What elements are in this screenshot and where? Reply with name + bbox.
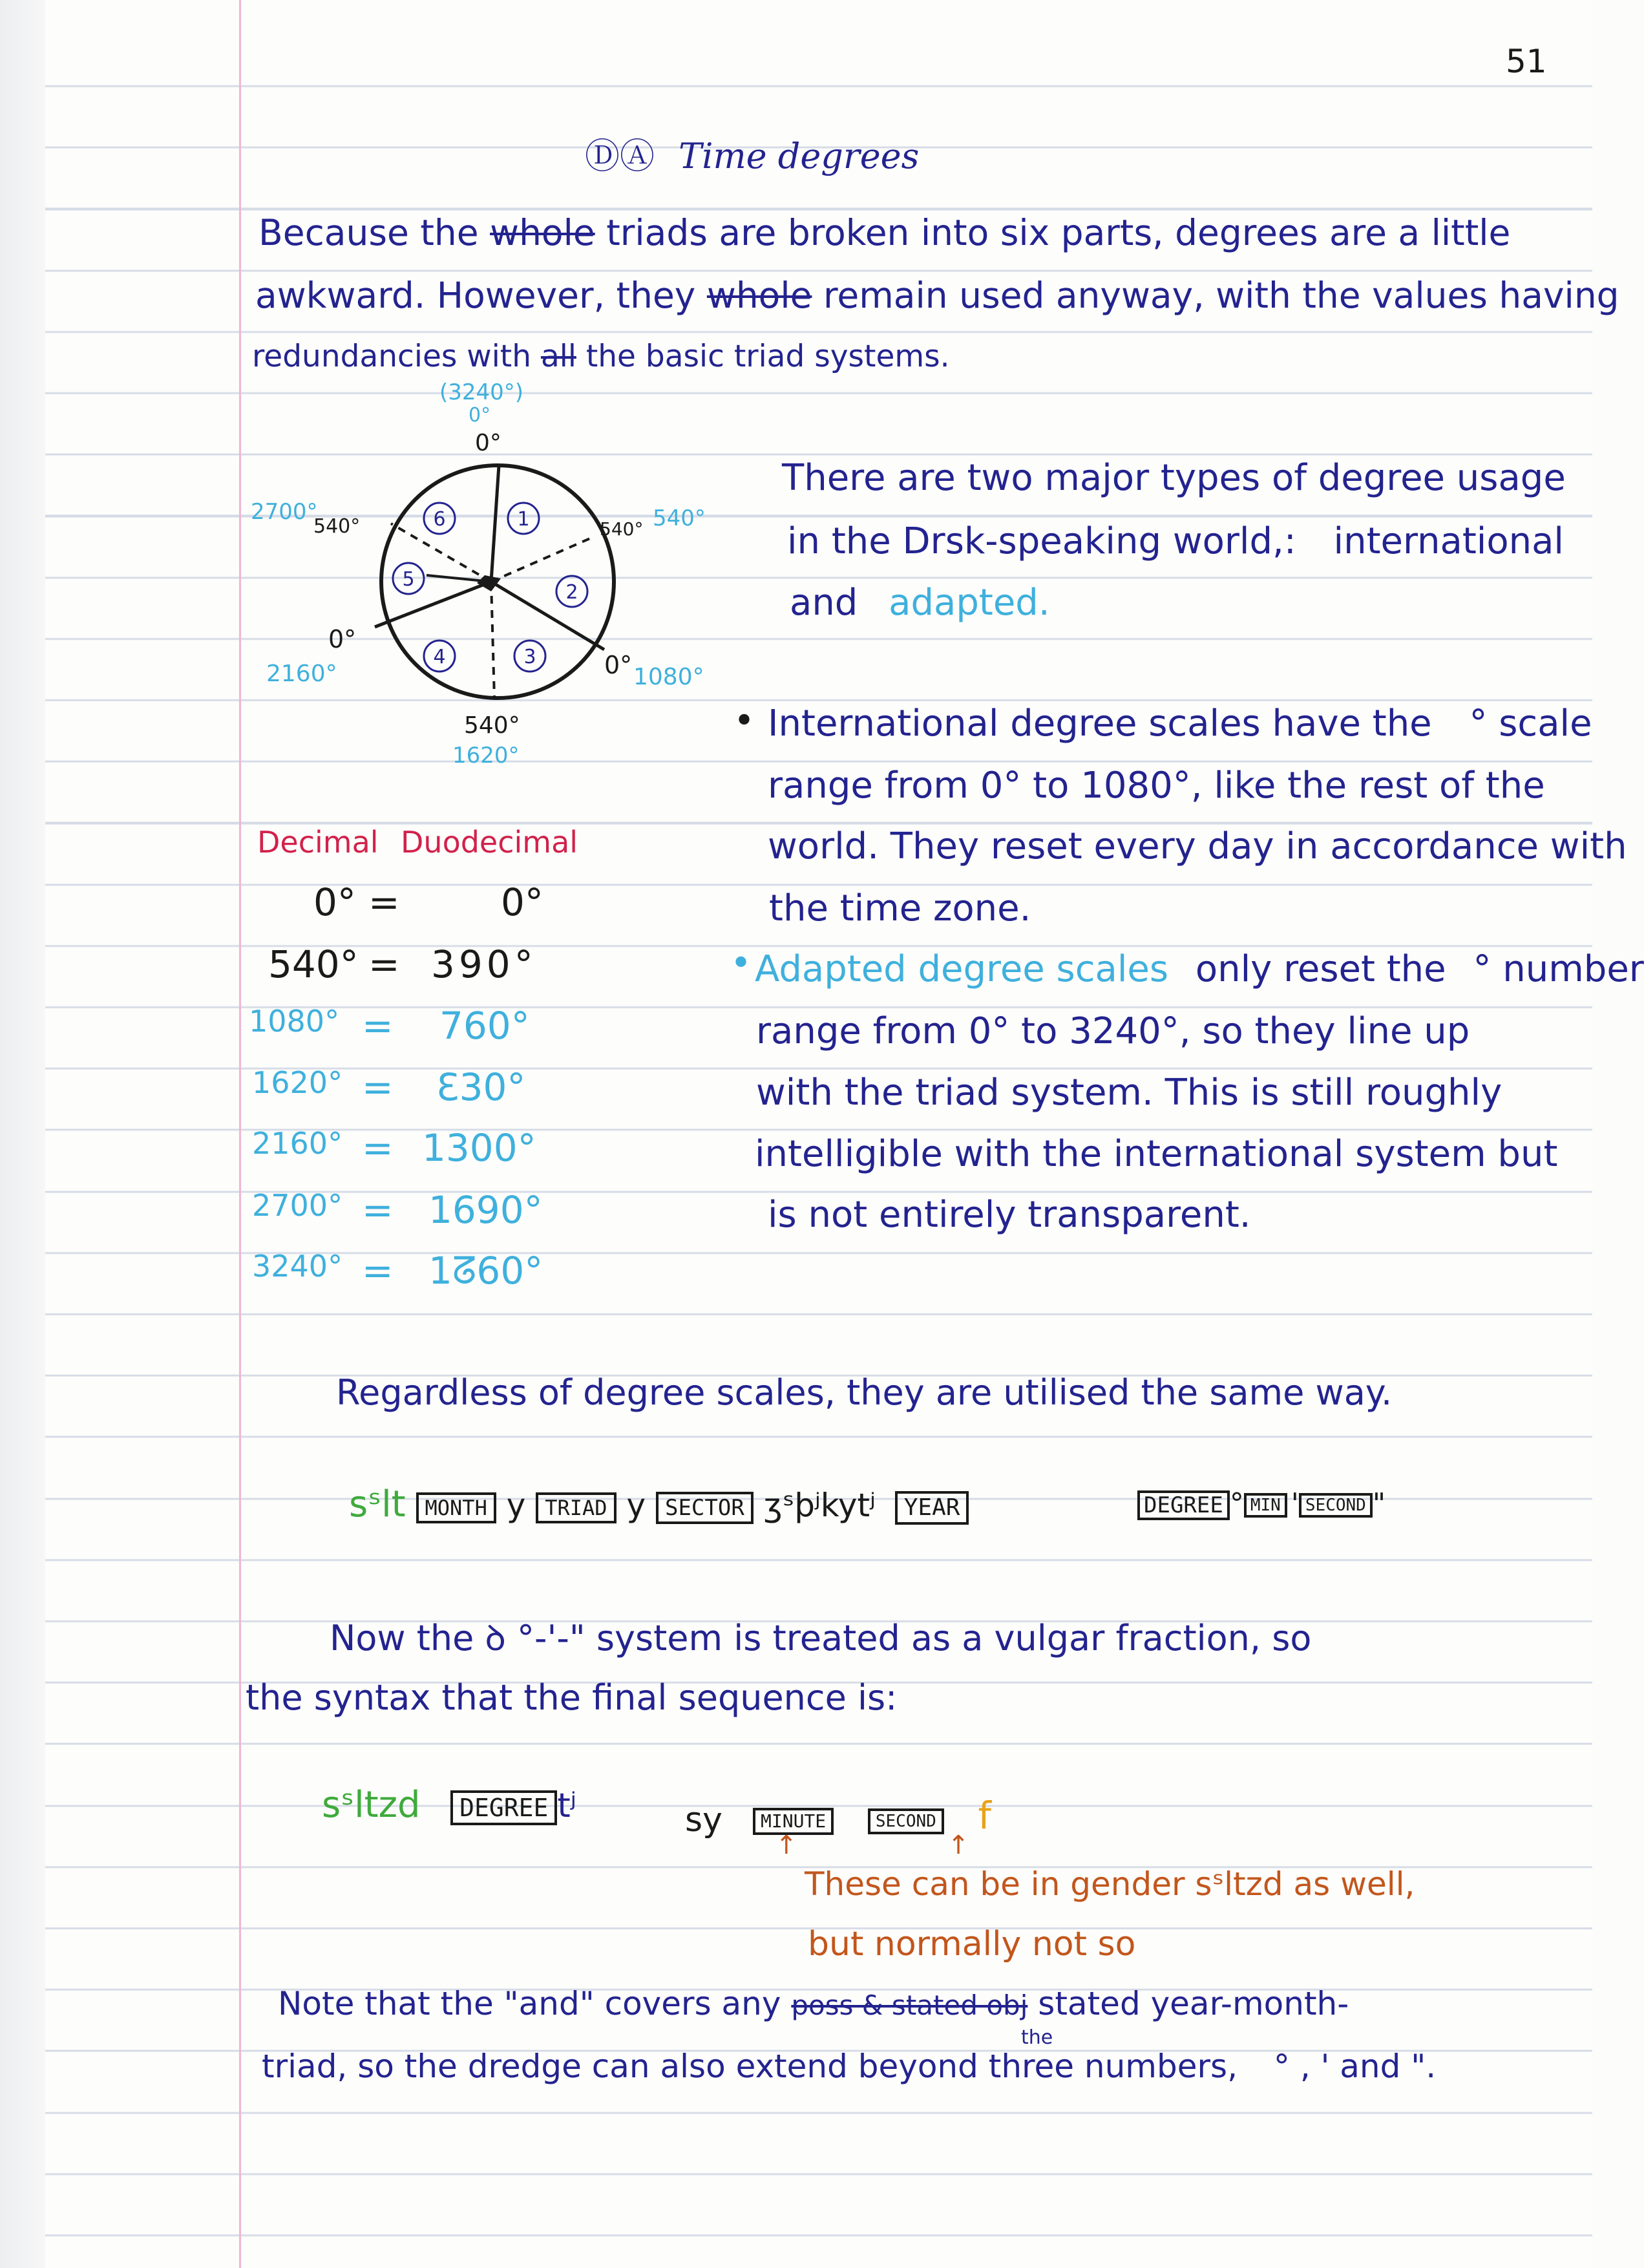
diagram-label-top-cyan-zero: 0°	[469, 404, 491, 427]
usage-text: and	[790, 582, 858, 624]
note-text: Note that the "and" covers any	[278, 1985, 781, 2022]
sector-line-dashed	[491, 536, 595, 582]
diagram-label-bottom-cyan: 1620°	[452, 743, 520, 768]
decimal-value: 1620°	[252, 1065, 343, 1100]
equals-sign: =	[362, 1126, 394, 1170]
usage-text: .	[1038, 582, 1050, 624]
duodecimal-value: 760°	[439, 1004, 530, 1048]
diagram-label-lower-left: 0°	[328, 625, 357, 653]
heading-title: Time degrees	[679, 136, 920, 176]
connector-sy: sy	[685, 1801, 722, 1839]
diagram-label-lower-right: 0°	[604, 651, 633, 679]
insertion-word: the	[1021, 2026, 1053, 2049]
regardless-line: Regardless of degree scales, they are utilised the same way.	[336, 1372, 1393, 1413]
sector-number: 4	[433, 646, 446, 668]
syntax-sequence-2	[322, 1784, 576, 1826]
international-line-3: world. They reset every day in accordance with	[768, 825, 1627, 867]
syntax-sequence-2-angles	[753, 1794, 991, 1838]
diagram-label-top-cyan: (3240°)	[439, 379, 524, 405]
syntax-sequence-1-angles	[1137, 1487, 1386, 1520]
intro-text: the basic triad systems.	[585, 339, 950, 374]
equals-sign: =	[362, 1188, 394, 1232]
duodecimal-value: 0°	[501, 880, 543, 924]
equals-sign: =	[368, 942, 400, 986]
conversion-row	[249, 1249, 585, 1300]
now-line-2: the syntax that the final sequence is:	[246, 1677, 898, 1718]
syntax-f: f	[978, 1794, 991, 1838]
adapted-line-4: intelligible with the international system but	[755, 1133, 1558, 1175]
sector-number: 2	[565, 581, 578, 604]
degree-wheel-diagram	[362, 446, 633, 717]
slot-min: MIN	[1244, 1493, 1287, 1518]
bullet-adapted: •	[730, 942, 752, 984]
decimal-value: 540°	[268, 942, 359, 986]
intro-line-1	[258, 212, 1511, 253]
sector-number: 3	[523, 646, 536, 668]
diagram-label-lower-right-cyan: 1080°	[633, 664, 704, 690]
duodecimal-value: 1300°	[422, 1126, 536, 1170]
slot-month: MONTH	[416, 1492, 496, 1523]
slot-degree: DEGREE	[450, 1790, 557, 1825]
diagram-label-lower-left-cyan: 2160°	[266, 661, 337, 687]
conversion-row	[249, 1188, 585, 1240]
diagram-label-top: 0°	[475, 430, 501, 456]
slot-sector: SECTOR	[656, 1492, 754, 1524]
slot-second: SECOND	[1299, 1493, 1373, 1518]
slot-minute: MINUTE	[753, 1808, 834, 1835]
conversion-row	[249, 1126, 585, 1178]
adapted-line-2: range from 0° to 3240°, so they line up	[756, 1010, 1470, 1052]
usage-text: in the Drsk-speaking world,:	[787, 520, 1296, 562]
header-duodecimal: Duodecimal	[401, 825, 578, 860]
note-line-2	[262, 2050, 1436, 2083]
adapted-line-5: is not entirely transparent.	[768, 1194, 1251, 1236]
diagram-label-bottom: 540°	[464, 712, 520, 739]
syntax-mid: ʒˢþʲkytʲ	[763, 1487, 876, 1524]
binder-edge	[0, 0, 45, 2268]
note-text: stated year-month-	[1038, 1985, 1349, 2022]
equals-sign: =	[362, 1004, 394, 1048]
pointer-arrows: ↑ ↑	[775, 1830, 1040, 1860]
heading-markers: ⒹⒶ	[585, 136, 655, 176]
international-line-4: the time zone.	[769, 887, 1031, 929]
now-line-1: Now the ꝺ °-'-" system is treated as a vulgar fraction, so	[330, 1618, 1312, 1659]
slot-degree: DEGREE	[1137, 1490, 1230, 1520]
intro-text: redundancies with	[252, 339, 531, 374]
header-decimal: Decimal	[257, 825, 379, 860]
conversion-row	[249, 1065, 585, 1117]
slot-triad: TRIAD	[536, 1492, 616, 1523]
note-text: triad, so the dredge can also extend beyond	[262, 2048, 978, 2085]
international-text: ° scale	[1469, 703, 1592, 745]
degree-mark: °	[1229, 1487, 1244, 1520]
adapted-text: ° number	[1473, 948, 1644, 990]
adapted-line-3: with the triad system. This is still roughly	[756, 1072, 1502, 1114]
usage-adapted-word: adapted	[889, 582, 1038, 624]
diagram-label-left: 540°	[313, 515, 361, 538]
struck-word: whole	[706, 275, 812, 316]
duodecimal-value: 1690°	[428, 1188, 543, 1232]
usage-line-1: There are two major types of degree usage	[782, 457, 1566, 499]
intro-line-2	[255, 275, 1619, 316]
intro-text: awkward. However, they	[255, 275, 696, 316]
decimal-value: 2700°	[252, 1188, 343, 1223]
intro-text: remain used anyway, with the values having	[823, 275, 1619, 316]
duodecimal-value: 1ᘔ60°	[428, 1249, 543, 1293]
slot-second: SECOND	[868, 1808, 944, 1834]
duodecimal-value: Ɛ30°	[436, 1065, 526, 1109]
international-line-2: range from 0° to 1080°, like the rest of the	[768, 765, 1545, 807]
page-number: 51	[1506, 43, 1547, 80]
diagram-label-left-cyan: 2700°	[251, 499, 318, 525]
diagram-label-right: 540°	[600, 518, 644, 540]
connector-y: y	[506, 1487, 526, 1524]
decimal-value: 3240°	[252, 1249, 343, 1284]
struck-words: poss & stated obj	[791, 1989, 1028, 2021]
struck-word: whole	[490, 212, 595, 253]
duodecimal-value: 390°	[431, 942, 537, 986]
equals-sign: =	[362, 1249, 394, 1293]
page-heading	[585, 136, 920, 176]
margin-line	[239, 0, 241, 2268]
sector-line-dashed	[491, 582, 494, 698]
struck-word: all	[540, 339, 576, 374]
intro-text: Because the	[258, 212, 479, 253]
sector-number: 6	[433, 508, 446, 531]
adapted-line-1	[755, 948, 1644, 990]
diagram-label-right-cyan: 540°	[653, 505, 706, 531]
conversion-row	[249, 1004, 585, 1055]
adapted-text: only reset the	[1195, 948, 1446, 990]
second-mark: "	[1372, 1487, 1386, 1520]
adapted-text: Adapted degree scales	[755, 948, 1169, 990]
international-text: International degree scales have the	[768, 703, 1432, 745]
syntax-prefix: sˢltzd	[322, 1784, 421, 1826]
equals-sign: =	[368, 880, 400, 924]
sector-line	[375, 582, 491, 627]
syntax-prefix: sˢlt	[349, 1483, 406, 1525]
usage-text: international	[1333, 520, 1564, 562]
syntax-sequence-1	[349, 1483, 969, 1525]
conversion-row	[249, 942, 585, 994]
note-text: three numbers,	[988, 2048, 1238, 2085]
sector-line	[491, 465, 499, 582]
sector-number: 1	[517, 508, 530, 531]
decimal-value: 0°	[313, 880, 356, 924]
syntax-suffix: tʲ	[557, 1786, 576, 1825]
equals-sign: =	[362, 1065, 394, 1109]
decimal-value: 1080°	[249, 1004, 340, 1039]
note-line-1	[278, 1987, 1349, 2020]
conversion-row	[249, 880, 585, 932]
international-line-1	[768, 703, 1592, 745]
decimal-value: 2160°	[252, 1126, 343, 1161]
usage-line-2	[787, 520, 1564, 562]
intro-line-3	[252, 341, 950, 372]
slot-year: YEAR	[895, 1491, 969, 1525]
sector-number: 5	[402, 568, 415, 591]
bullet-international: •	[733, 700, 755, 742]
usage-line-3	[790, 582, 1050, 624]
minute-mark: '	[1291, 1487, 1299, 1520]
connector-y: y	[626, 1487, 646, 1524]
syntax-note-line-1: These can be in gender sˢltzd as well,	[805, 1865, 1415, 1903]
note-text: ° , ' and ".	[1273, 2048, 1437, 2085]
syntax-note-line-2: but normally not so	[808, 1925, 1136, 1964]
intro-text: triads are broken into six parts, degrees are a little	[606, 212, 1511, 253]
